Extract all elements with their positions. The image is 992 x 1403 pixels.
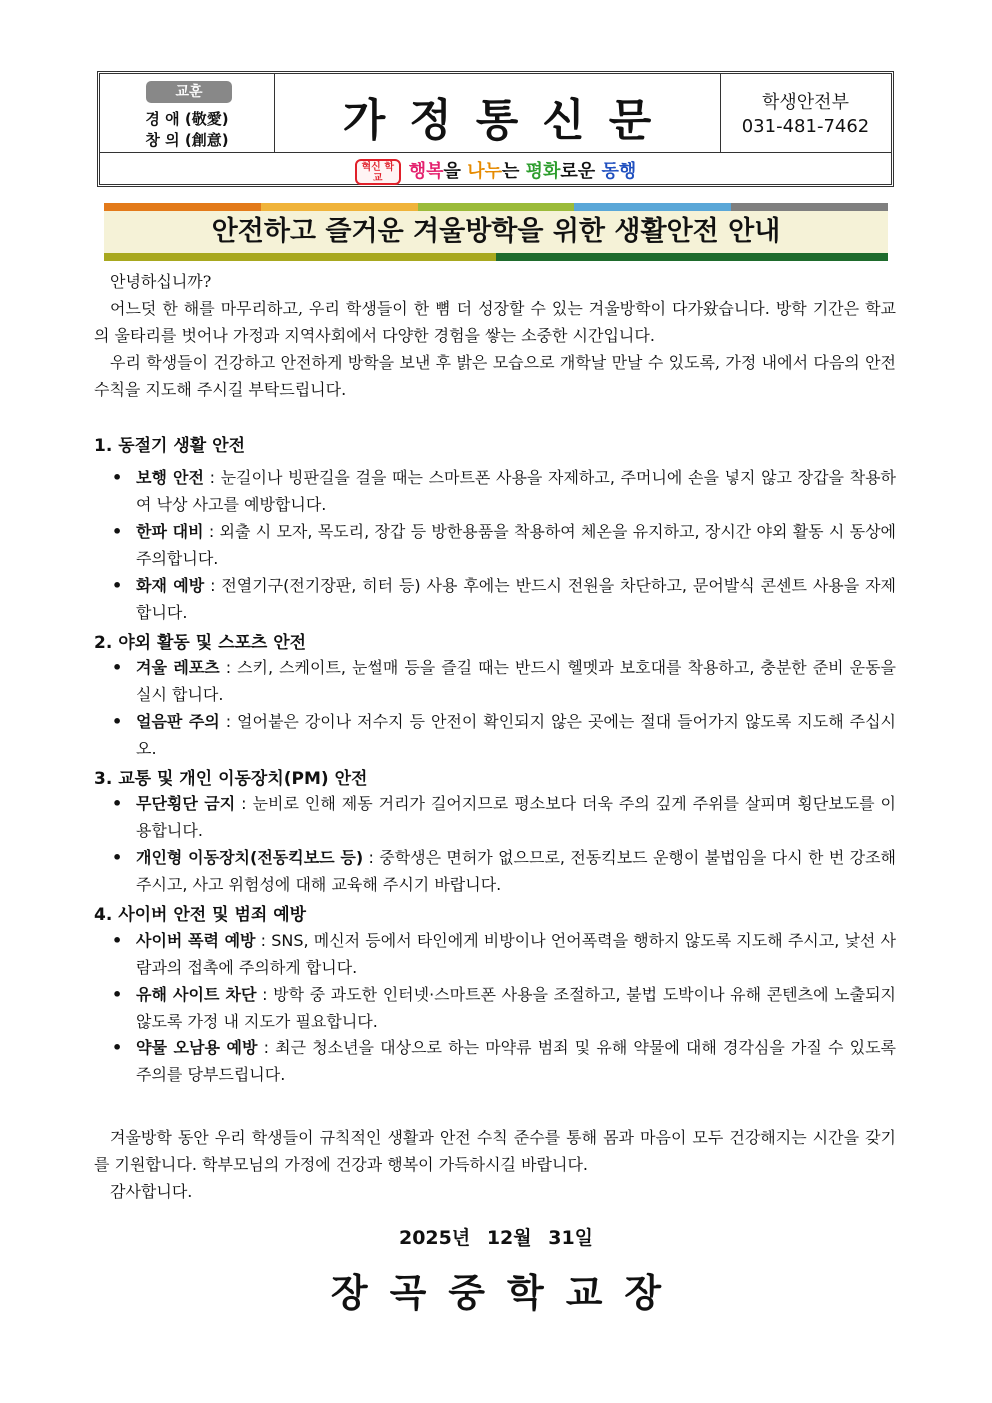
bullet-icon: •	[112, 576, 123, 595]
motto-line-1: 경 애 (敬愛)	[145, 110, 229, 128]
item-keyword: 유해 사이트 차단	[136, 985, 257, 1004]
motto-line-2: 창 의 (創意)	[145, 131, 229, 149]
intro-paragraph-2: 우리 학생들이 건강하고 안전하게 방학을 보낸 후 밝은 모습으로 개학날 만날 수 있도록, 가정 내에서 다음의 안전 수칙을 지도해 주시길 부탁드립니다.	[94, 353, 896, 399]
closing-thanks: 감사합니다.	[110, 1182, 193, 1201]
motto-badge: 교훈	[146, 81, 232, 103]
item-keyword: 한파 대비	[136, 522, 204, 541]
item-text: : 스키, 스케이트, 눈썰매 등을 즐길 때는 반드시 헬멧과 보호대를 착용하고, 충분한 준비 운동을 실시 합니다.	[136, 658, 896, 704]
slogan-row	[100, 152, 891, 184]
item-text: : 얼어붙은 강이나 저수지 등 안전이 확인되지 않은 곳에는 절대 들어가지 않도록 지도해 주십시오.	[136, 712, 896, 758]
section-heading-1: 1. 동절기 생활 안전	[94, 436, 245, 456]
banner-bottom-stripe	[104, 253, 888, 261]
school-motto-cell	[100, 74, 275, 152]
list-item	[112, 1034, 896, 1088]
item-text: : 방학 중 과도한 인터넷·스마트폰 사용을 조절하고, 불법 도박이나 유해 콘텐츠에 노출되지 않도록 가정 내 지도가 필요합니다.	[136, 985, 896, 1031]
bullet-icon: •	[112, 794, 123, 813]
bullet-icon: •	[112, 985, 123, 1004]
section-heading-2: 2. 야외 활동 및 스포츠 안전	[94, 633, 307, 653]
notice-title-banner: 안전하고 즐거운 겨울방학을 위한 생활안전 안내	[104, 211, 888, 253]
stripe-top-segment-2	[418, 203, 575, 211]
bullet-icon: •	[112, 931, 123, 950]
section-heading-4: 4. 사이버 안전 및 범죄 예방	[94, 905, 307, 925]
list-item	[112, 518, 896, 572]
list-item	[112, 572, 896, 626]
letter-title: 가정통신문	[342, 95, 676, 146]
item-keyword: 개인형 이동장치(전동킥보드 등)	[136, 848, 364, 867]
slogan-word-1: 을	[443, 161, 468, 182]
item-text: : 눈비로 인해 제동 거리가 길어지므로 평소보다 더욱 주의 깊게 주위를 살피며 횡단보도를 이용합니다.	[136, 794, 897, 840]
slogan-word-4: 평화	[525, 161, 561, 182]
stripe-bottom-segment-0	[104, 253, 496, 261]
list-item	[112, 790, 896, 844]
stripe-top-segment-4	[731, 203, 888, 211]
slogan	[100, 157, 891, 185]
slogan-word-5: 로운	[560, 161, 602, 182]
stripe-bottom-segment-1	[496, 253, 888, 261]
title-cell	[274, 74, 721, 152]
intro-paragraph-1: 어느덧 한 해를 마무리하고, 우리 학생들이 한 뼘 더 성장할 수 있는 겨울방학이 다가왔습니다. 방학 기간은 학교의 울타리를 벗어나 가정과 지역사회에서 다양한 경험을 쌓는 소중한 시간입니다.	[94, 299, 896, 345]
bullet-icon: •	[112, 848, 123, 867]
item-text: : 최근 청소년을 대상으로 하는 마약류 범죄 및 유해 약물에 대해 경각심을 가질 수 있도록 주의를 당부드립니다.	[136, 1038, 896, 1084]
bullet-icon: •	[112, 522, 123, 541]
item-keyword: 화재 예방	[136, 576, 205, 595]
list-item	[112, 708, 896, 762]
list-item	[112, 654, 896, 708]
item-text: : SNS, 메신저 등에서 타인에게 비방이나 언어폭력을 행하지 않도록 지도해 주시고, 낯선 사람과의 접촉에 주의하게 합니다.	[136, 931, 896, 977]
item-keyword: 보행 안전	[136, 468, 204, 487]
item-keyword: 얼음판 주의	[136, 712, 220, 731]
bullet-icon: •	[112, 468, 123, 487]
principal-signature: 장곡중학교장	[330, 1271, 684, 1315]
slogan-word-6: 동행	[601, 161, 637, 182]
issue-date: 2025년 12월 31일	[398, 1227, 594, 1249]
department-cell	[720, 74, 891, 152]
bullet-icon: •	[112, 1038, 123, 1057]
slogan-word-2: 나누	[467, 161, 502, 182]
list-item	[112, 464, 896, 518]
bullet-icon: •	[112, 658, 123, 677]
slogan-word-3: 는	[501, 161, 526, 182]
item-keyword: 겨울 레포츠	[136, 658, 220, 677]
list-item	[112, 844, 896, 898]
greeting: 안녕하십니까?	[110, 272, 212, 291]
item-keyword: 약물 오남용 예방	[136, 1038, 258, 1057]
stripe-top-segment-3	[574, 203, 731, 211]
slogan-text	[409, 161, 636, 182]
banner-top-stripe	[104, 203, 888, 211]
innovation-school-logo: 혁신 학교	[355, 159, 401, 185]
item-text: : 눈길이나 빙판길을 걸을 때는 스마트폰 사용을 자제하고, 주머니에 손을 넣지 않고 장갑을 착용하여 낙상 사고를 예방합니다.	[136, 468, 896, 514]
list-item	[112, 981, 896, 1035]
stripe-top-segment-1	[261, 203, 418, 211]
letter-header	[97, 71, 894, 187]
department-phone: 031-481-7462	[741, 116, 870, 137]
item-keyword: 사이버 폭력 예방	[136, 931, 256, 950]
item-text: : 외출 시 모자, 목도리, 장갑 등 방한용품을 착용하여 체온을 유지하고, 장시간 야외 활동 시 동상에 주의합니다.	[136, 522, 896, 568]
item-text: : 전열기구(전기장판, 히터 등) 사용 후에는 반드시 전원을 차단하고, 문어발식 콘센트 사용을 자제합니다.	[136, 576, 896, 622]
stripe-top-segment-0	[104, 203, 261, 211]
list-item	[112, 927, 896, 981]
closing-paragraph: 겨울방학 동안 우리 학생들이 규칙적인 생활과 안전 수칙 준수를 통해 몸과 마음이 모두 건강해지는 시간을 갖기를 기원합니다. 학부모님의 가정에 건강과 행복이 가득하시길 바랍니다.	[94, 1128, 896, 1174]
slogan-word-0: 행복	[408, 161, 444, 182]
department-name: 학생안전부	[762, 92, 849, 113]
bullet-icon: •	[112, 712, 123, 731]
item-text: : 중학생은 면허가 없으므로, 전동킥보드 운행이 불법임을 다시 한 번 강조해 주시고, 사고 위험성에 대해 교육해 주시기 바랍니다.	[136, 848, 896, 894]
item-keyword: 무단횡단 금지	[136, 794, 236, 813]
section-heading-3: 3. 교통 및 개인 이동장치(PM) 안전	[94, 769, 368, 789]
